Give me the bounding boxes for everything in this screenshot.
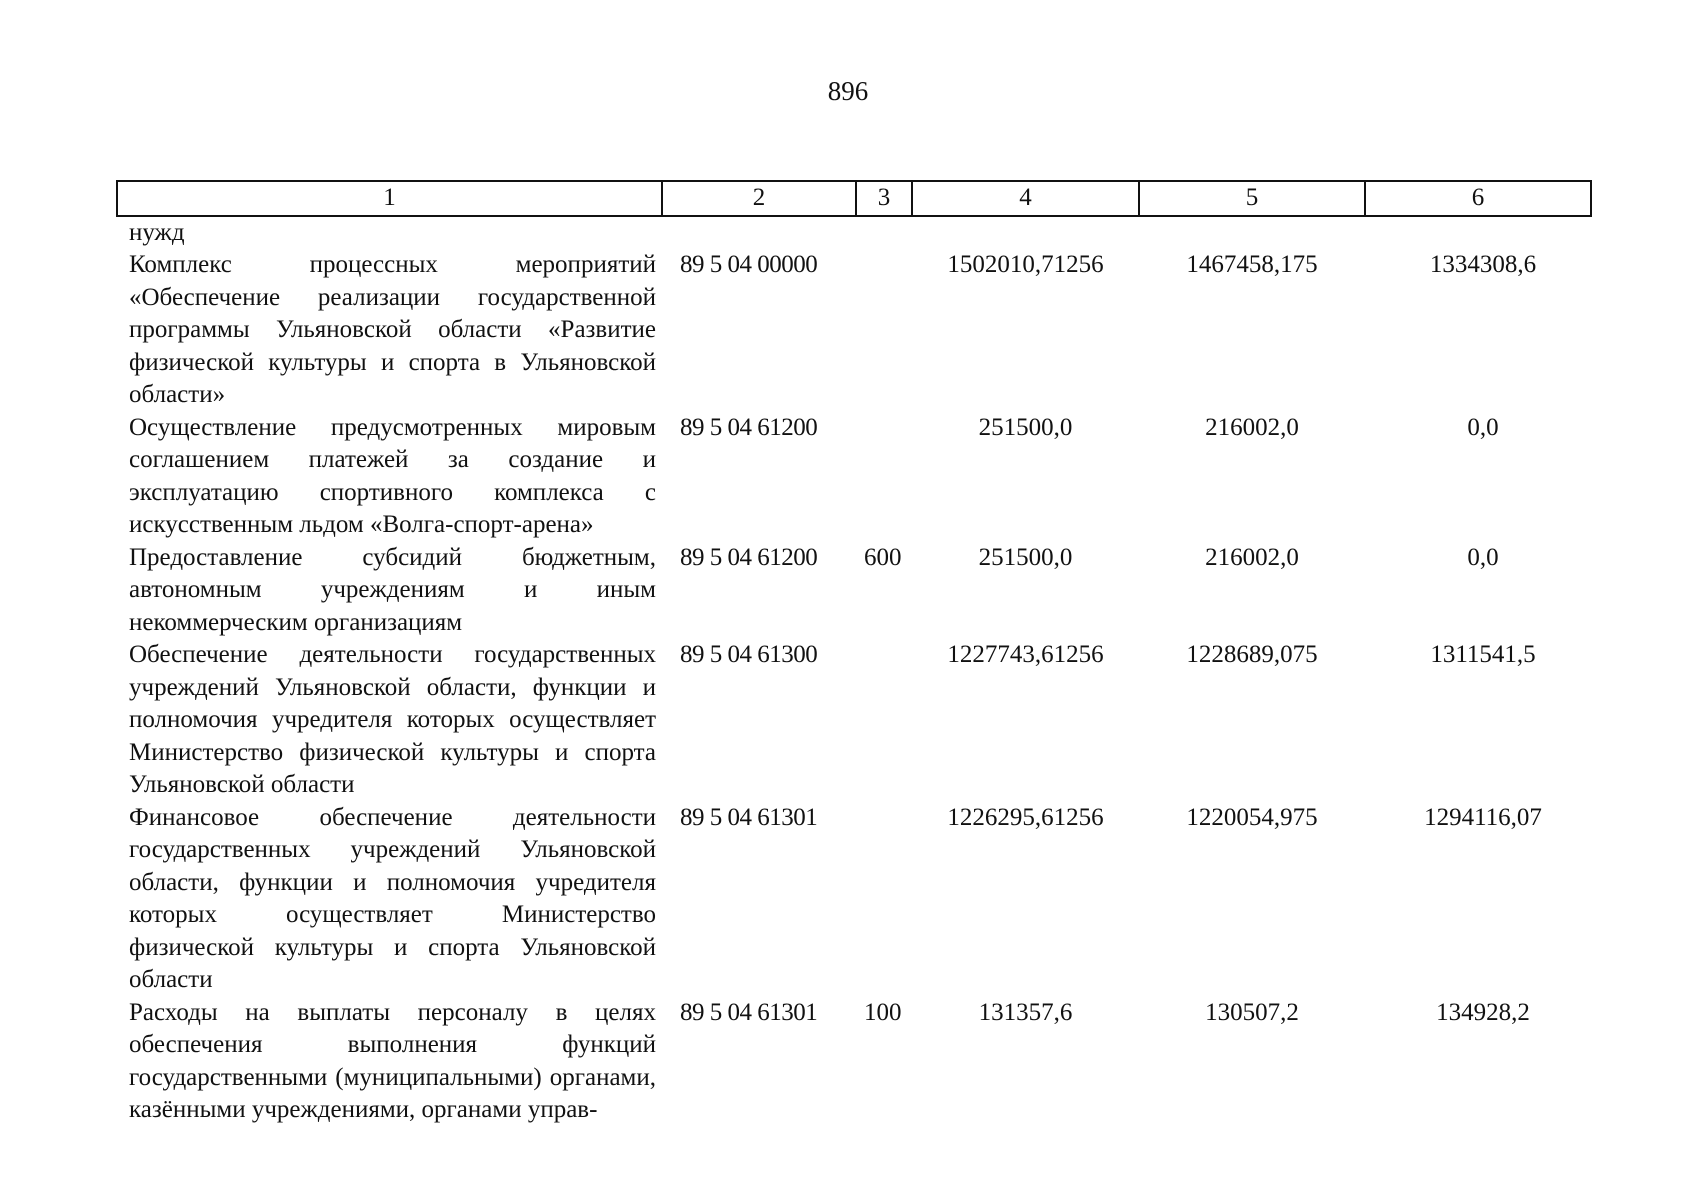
row-name: Расходы на выплаты персоналу в целях обеспечения выполнения функций государственными (муниципальными) органами, казёнными учреждениями, органами управ-	[129, 998, 656, 1123]
header-row	[117, 181, 1591, 216]
table-header	[117, 181, 1591, 216]
row-value-6: 1334308,6	[1429, 251, 1537, 278]
column-header-2: 2	[662, 181, 856, 216]
table-row	[117, 412, 1591, 542]
row-value-4: 251500,0	[978, 413, 1073, 441]
row-kind	[856, 216, 912, 250]
row-kind: 600	[864, 543, 902, 571]
page-number: 896	[827, 76, 869, 106]
table-row	[117, 216, 1591, 250]
row-code: 89 5 04 00000	[680, 251, 818, 278]
row-value-5: 216002,0	[1205, 543, 1299, 571]
row-value-5: 1467458,175	[1186, 251, 1318, 278]
column-header-6: 6	[1365, 181, 1591, 216]
row-code	[662, 216, 856, 250]
row-value-4: 1226295,61256	[947, 803, 1104, 831]
row-name: Предоставление субсидий бюджетным, автономным учреждениям и иным некоммерческим организациям	[129, 543, 656, 636]
column-header-3: 3	[856, 181, 912, 216]
table-body	[117, 216, 1591, 1127]
row-value-6	[1365, 216, 1591, 250]
row-code: 89 5 04 61301	[680, 803, 818, 831]
row-value-4: 1502010,71256	[947, 251, 1104, 278]
row-value-6: 0,0	[1467, 413, 1499, 441]
table-row	[117, 249, 1591, 412]
table-row	[117, 997, 1591, 1127]
row-value-5: 216002,0	[1205, 413, 1299, 441]
row-code: 89 5 04 61300	[680, 641, 818, 668]
table-row	[117, 802, 1591, 997]
row-value-4	[912, 216, 1139, 250]
row-code: 89 5 04 61200	[680, 413, 818, 441]
row-value-6: 1294116,07	[1424, 803, 1542, 831]
row-value-4: 251500,0	[978, 543, 1073, 571]
row-kind	[856, 249, 912, 412]
table-row	[117, 639, 1591, 802]
row-value-5: 1228689,075	[1186, 641, 1318, 668]
row-code: 89 5 04 61301	[680, 998, 818, 1026]
row-value-5	[1139, 216, 1365, 250]
row-value-5: 1220054,975	[1186, 803, 1318, 831]
row-value-6: 1311541,5	[1430, 641, 1536, 668]
row-kind	[856, 412, 912, 542]
column-header-4: 4	[912, 181, 1139, 216]
budget-table	[116, 180, 1592, 1127]
row-value-6: 0,0	[1467, 543, 1499, 571]
row-name: Финансовое обеспечение деятельности государственных учреждений Ульяновской области, функции и полномочия учредителя которых осуществляет Министерство физической культуры и спорта Ульяновской области	[129, 803, 656, 993]
row-name: нужд	[129, 218, 185, 246]
row-code: 89 5 04 61200	[680, 543, 818, 571]
row-kind: 100	[864, 998, 902, 1026]
row-name: Обеспечение деятельности государственных учреждений Ульяновской области, функции и полномочия учредителя которых осуществляет Министерство физической культуры и спорта Ульяновской области	[129, 641, 656, 798]
column-header-1: 1	[117, 181, 662, 216]
row-kind	[856, 639, 912, 802]
row-value-4: 131357,6	[978, 998, 1073, 1026]
row-name: Комплекс процессных мероприятий «Обеспечение реализации государственной программы Ульяновской области «Развитие физической культуры и спорта в Ульяновской области»	[129, 251, 656, 408]
column-header-5: 5	[1139, 181, 1365, 216]
row-value-5: 130507,2	[1205, 998, 1299, 1026]
row-name: Осуществление предусмотренных мировым соглашением платежей за создание и эксплуатацию спортивного комплекса с искусственным льдом «Волга-спорт-арена»	[129, 413, 656, 538]
row-value-4: 1227743,61256	[947, 641, 1104, 668]
row-kind	[856, 802, 912, 997]
table-row	[117, 542, 1591, 640]
row-value-6: 134928,2	[1436, 998, 1530, 1026]
